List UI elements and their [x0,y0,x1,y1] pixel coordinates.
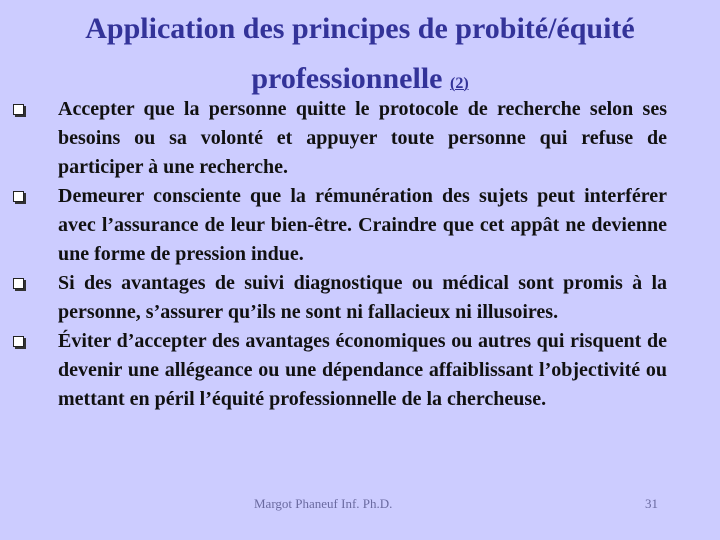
slide-title [40,4,680,109]
square-bullet-icon [13,191,24,202]
slide-number: 31 [645,496,658,511]
bullet-item [58,95,667,182]
bullet-item [58,182,667,269]
title-part-number: (2) [449,75,469,92]
square-bullet-icon [13,278,24,289]
footer-author: Margot Phaneuf Inf. Ph.D. [254,496,393,511]
square-bullet-icon [13,336,24,347]
title-line-1: Application des principes de probité/équité [85,12,635,45]
bullet-item [58,327,667,414]
square-bullet-icon [13,104,24,115]
title-line-2-text: professionnelle [251,62,443,95]
bullet-text: Si des avantages de suivi diagnostique ou médical sont promis à la personne, s’assurer qu’ils ne sont ni fallacieux ni illusoires. [58,272,667,323]
bullet-item [58,269,667,327]
bullet-list [58,95,667,414]
bullet-text: Éviter d’accepter des avantages économiques ou autres qui risquent de devenir une allégeance ou une dépendance affaiblissant l’objectivité ou mettant en péril l’équité professionnelle de la chercheuse. [58,330,667,410]
bullet-text: Demeurer consciente que la rémunération des sujets peut interférer avec l’assurance de leur bien-être. Craindre que cet appât ne devienne une forme de pression indue. [58,185,667,265]
bullet-text: Accepter que la personne quitte le protocole de recherche selon ses besoins ou sa volonté et appuyer toute personne qui refuse de participer à une recherche. [58,98,667,178]
